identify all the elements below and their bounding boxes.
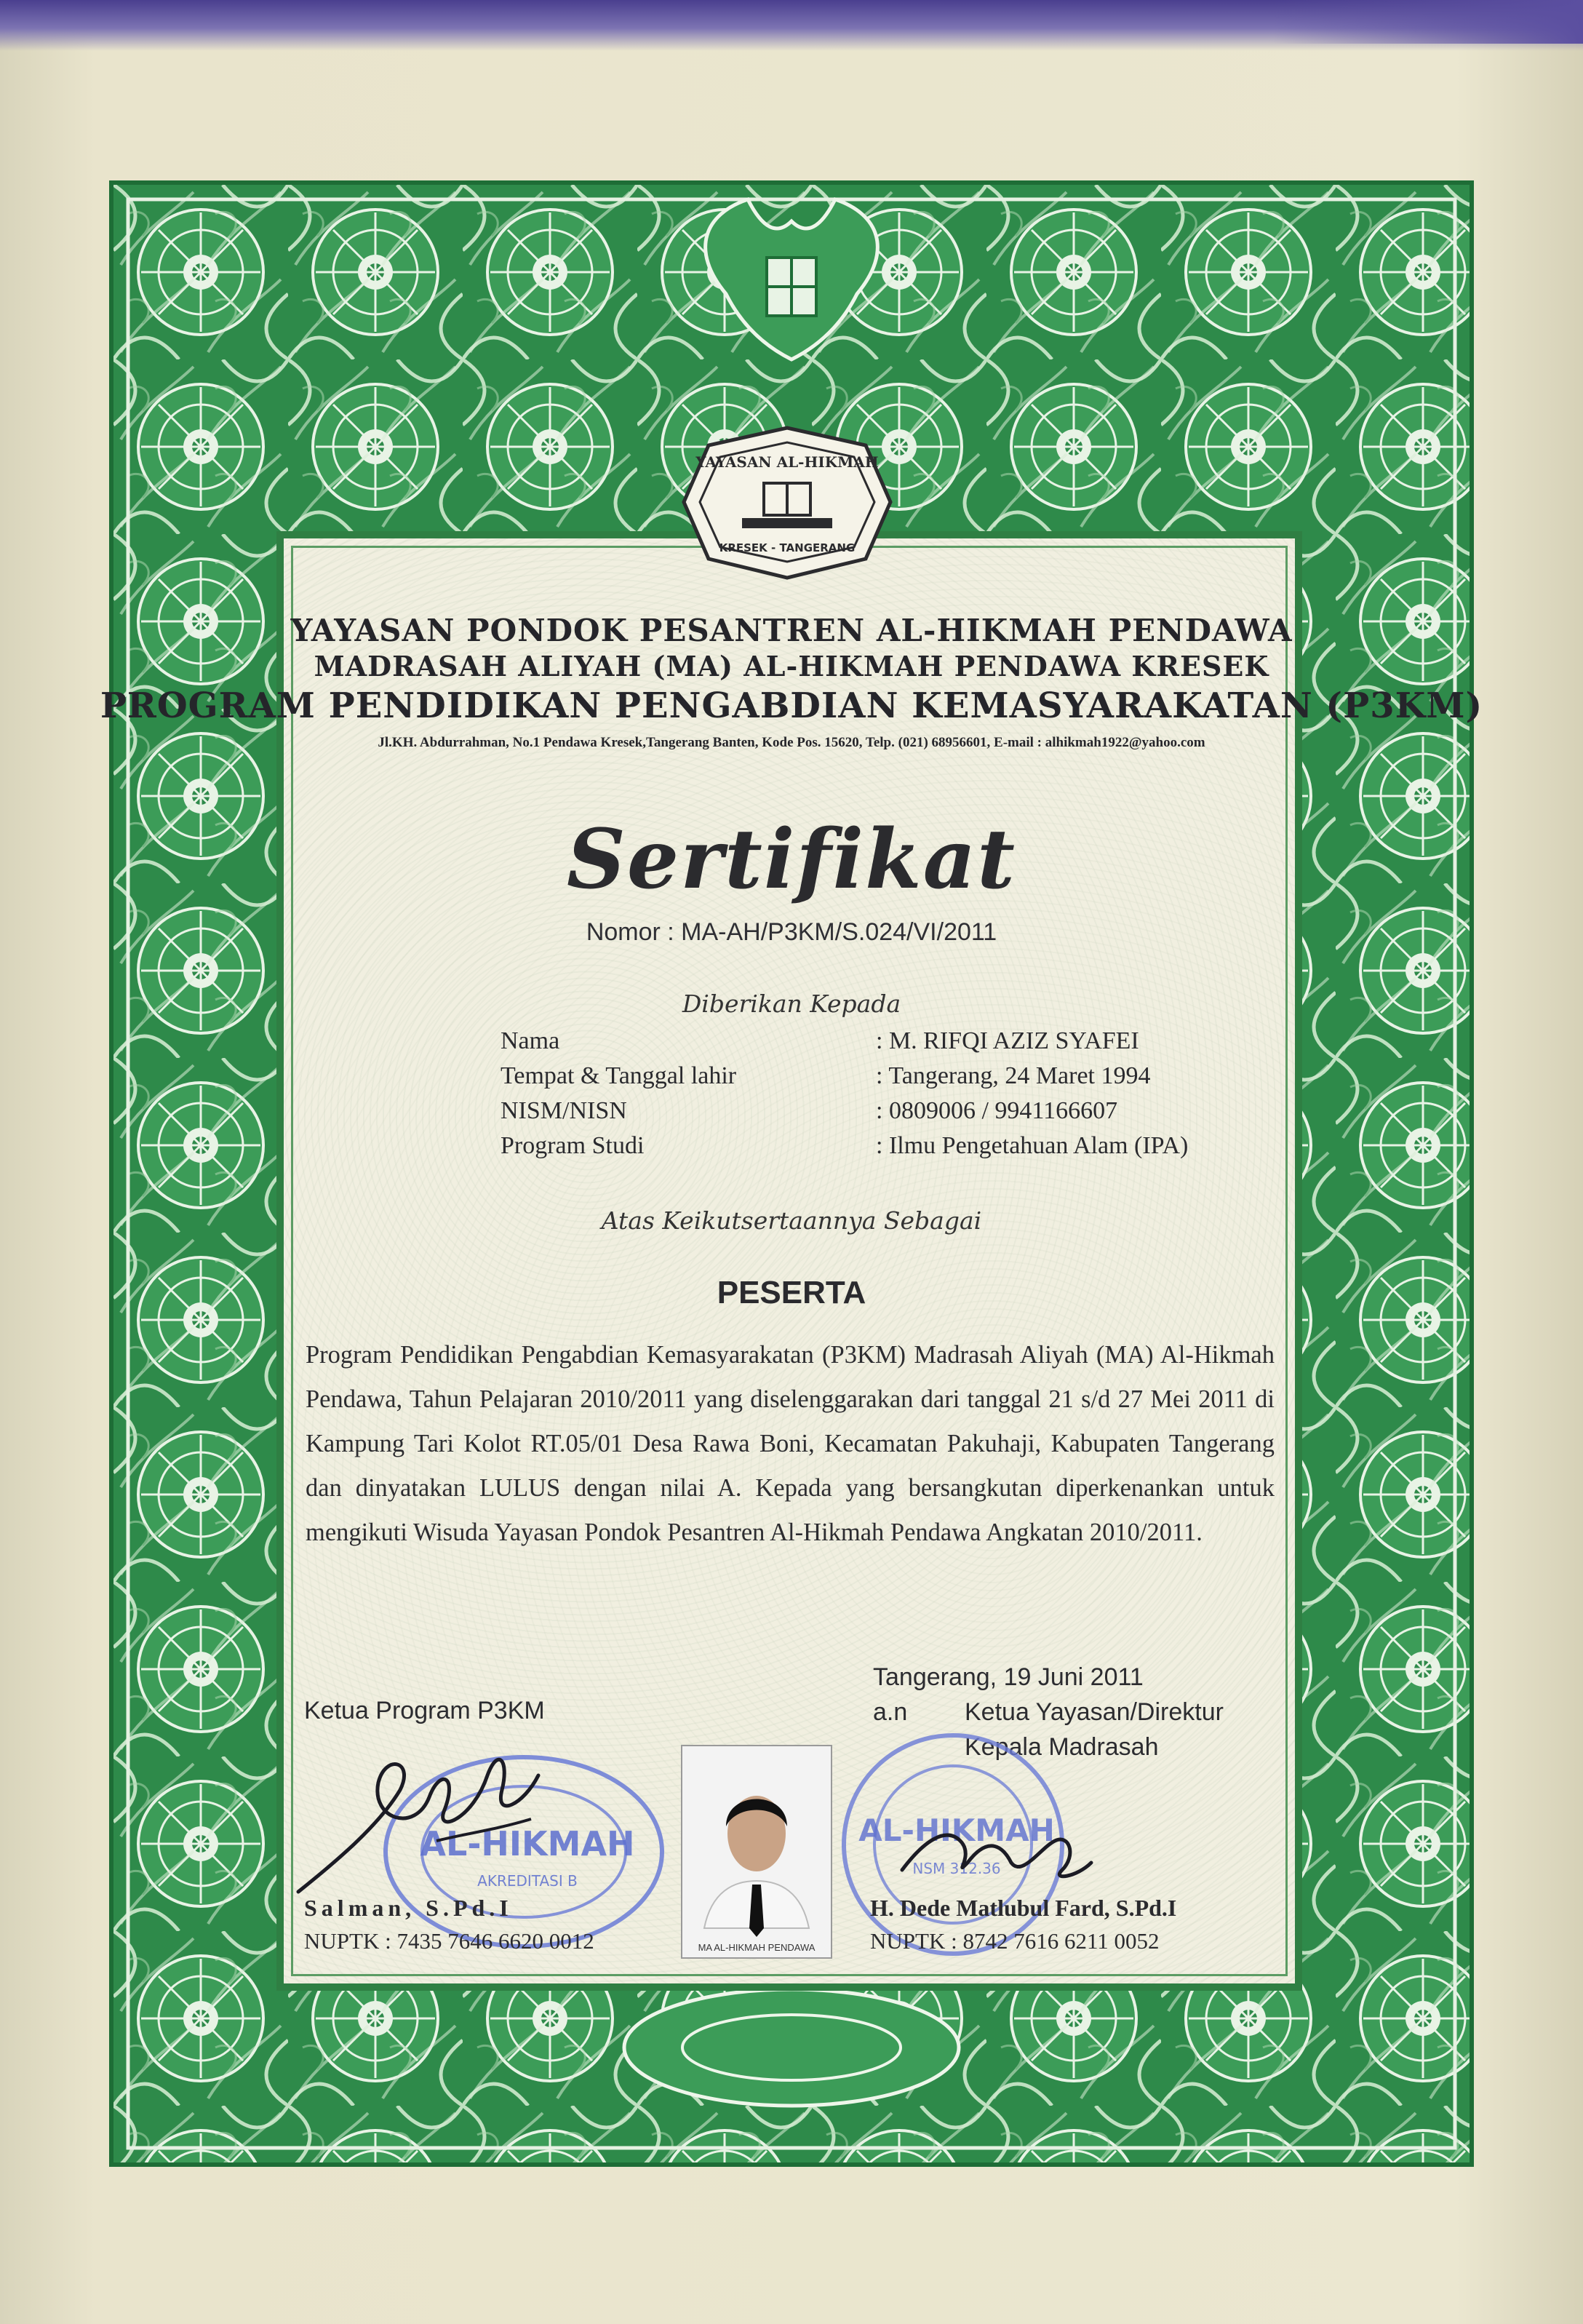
right-stamp-sub: NSM 312.36 — [912, 1860, 1001, 1877]
right-handwritten-signature — [895, 1797, 1098, 1899]
program-name: PROGRAM PENDIDIKAN PENGABDIAN KEMASYARAKATAN (P3KM) — [100, 685, 1483, 726]
participation-description: Program Pendidikan Pengabdian Kemasyarakatan (P3KM) Madrasah Aliyah (MA) Al-Hikmah Pendawa, Tahun Pelajaran 2010/2011 yang diselenggarakan dari tanggal 21 s/d 27 Mei 2011 di Kampung Tari Kolot RT.05/01 Desa Rawa Boni, Kecamatan Pakuhaji, Kabupaten Tangerang dan dinyatakan LULUS dengan nilai A. Kepada yang bersangkutan diperkenankan untuk mengikuti Wisuda Yayasan Pondok Pesantren Al-Hikmah Pendawa Angkatan 2010/2011. — [306, 1341, 1275, 1546]
right-signatory-title-2: Kepala Madrasah — [965, 1733, 1159, 1761]
given-to-label: Diberikan Kepada — [682, 990, 901, 1018]
left-stamp-sub: AKREDITASI B — [477, 1872, 578, 1890]
certificate-title: Sertifikat — [566, 812, 1017, 907]
logo-arc-text: YAYASAN AL-HIKMAH — [695, 453, 879, 471]
certificate-number: Nomor : MA-AH/P3KM/S.024/VI/2011 — [586, 918, 997, 946]
field-value-nisn: : 0809006 / 9941166607 — [876, 1097, 1118, 1124]
left-handwritten-signature — [291, 1732, 567, 1906]
field-label-nama: Nama — [501, 1027, 560, 1054]
logo-bottom-text: KRESEK - TANGERANG — [719, 541, 856, 554]
left-stamp-text: AL-HIKMAH — [420, 1824, 635, 1863]
field-label-nisn: NISM/NISN — [501, 1097, 627, 1124]
foundation-name: YAYASAN PONDOK PESANTREN AL-HIKMAH PENDAWA — [290, 613, 1293, 648]
left-signatory-name: Salman, S.Pd.I — [304, 1895, 513, 1921]
left-signatory-nuptk: NUPTK : 7435 7646 6620 0012 — [304, 1928, 594, 1954]
field-label-ttl: Tempat & Tanggal lahir — [501, 1062, 737, 1089]
field-value-program: : Ilmu Pengetahuan Alam (IPA) — [876, 1132, 1189, 1159]
field-label-program: Program Studi — [501, 1132, 645, 1159]
top-edge-strip-right — [1273, 0, 1583, 44]
yayasan-logo — [663, 422, 911, 589]
right-signatory-name: H. Dede Matlubul Fard, S.Pd.I — [870, 1895, 1177, 1921]
an-label: a.n — [873, 1698, 908, 1726]
photo-caption: MA AL-HIKMAH PENDAWA — [698, 1942, 816, 1953]
field-value-nama: : M. RIFQI AZIZ SYAFEI — [876, 1027, 1139, 1054]
right-stamp-text: AL-HIKMAH — [858, 1812, 1055, 1848]
participation-as-label: Atas Keikutsertaannya Sebagai — [601, 1206, 982, 1235]
right-signatory-nuptk: NUPTK : 8742 7616 6211 0052 — [870, 1928, 1160, 1954]
school-name: MADRASAH ALIYAH (MA) AL-HIKMAH PENDAWA KRESEK — [314, 650, 1269, 683]
left-signatory-title: Ketua Program P3KM — [304, 1697, 545, 1724]
participation-role: PESERTA — [717, 1275, 866, 1310]
place-date: Tangerang, 19 Juni 2011 — [873, 1663, 1144, 1691]
field-value-ttl: : Tangerang, 24 Maret 1994 — [876, 1062, 1151, 1089]
right-signatory-title-1: Ketua Yayasan/Direktur — [965, 1698, 1224, 1726]
institution-address: Jl.KH. Abdurrahman, No.1 Pendawa Kresek,Tangerang Banten, Kode Pos. 15620, Telp. (021) 68956601, E-mail : alhikmah1922@yahoo.com — [378, 735, 1205, 750]
